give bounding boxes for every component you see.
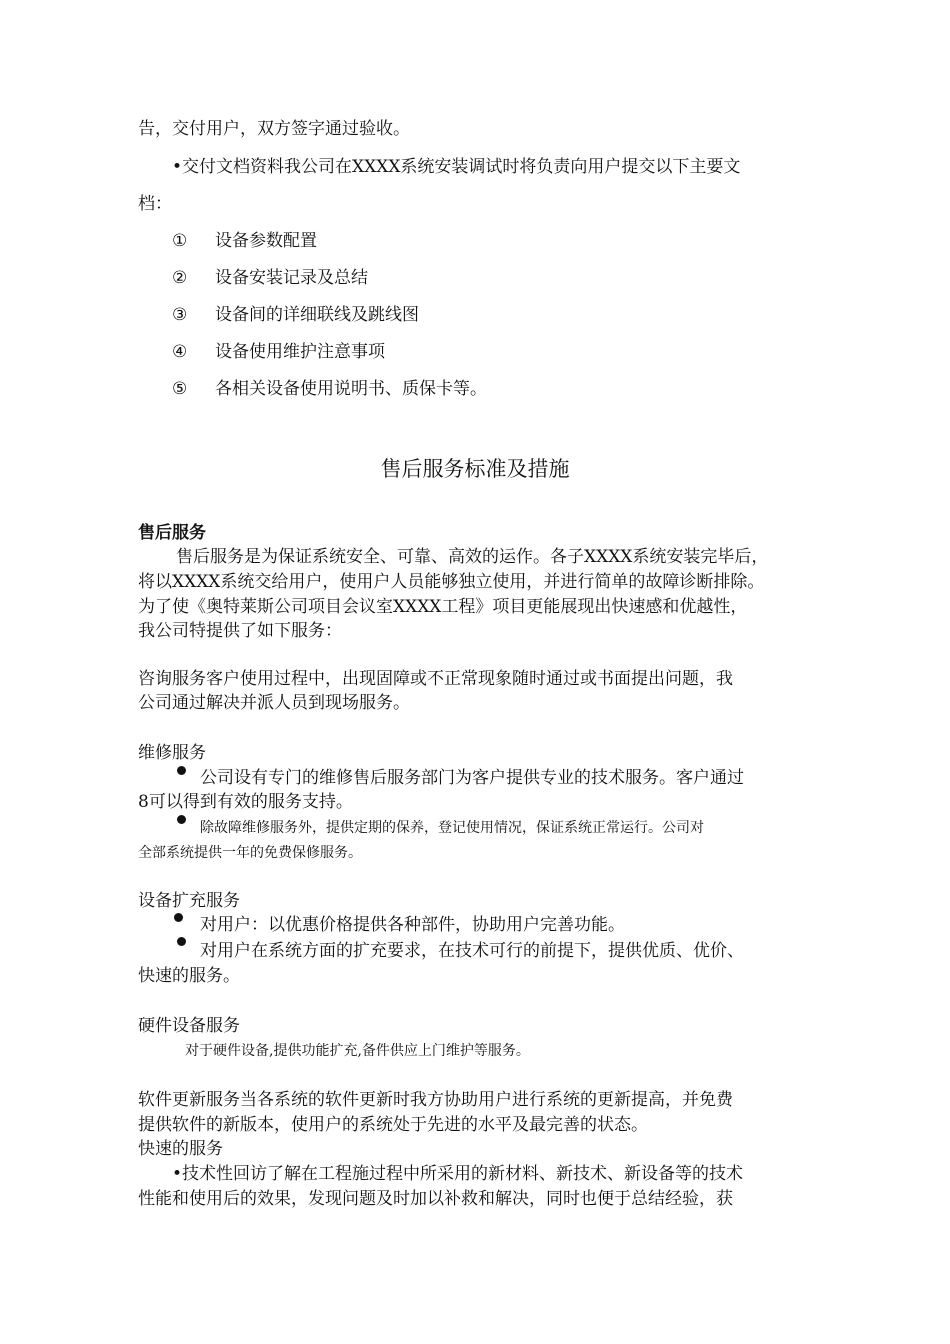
bullet-icon: [177, 815, 186, 824]
fast-heading: 快速的服务: [138, 1139, 223, 1159]
list-item-number: ⑤: [172, 379, 188, 399]
repair-bullet-1a: 公司设有专门的维修售后服务部门为客户提供专业的技术服务。客户通过: [200, 768, 744, 788]
bullet-icon: [177, 937, 186, 946]
hardware-line: 对于硬件设备,提供功能扩充,备件供应上门维护等服务。: [185, 1043, 530, 1059]
list-item-text: 设备参数配置: [215, 231, 317, 251]
after-sales-p1: 售后服务是为保证系统安全、可靠、高效的运作。各子XXXX系统安装完毕后，: [176, 547, 769, 567]
list-item-text: 各相关设备使用说明书、质保卡等。: [215, 379, 487, 399]
list-item-number: ④: [172, 342, 188, 362]
list-item-text: 设备安装记录及总结: [215, 268, 368, 288]
after-sales-heading: 售后服务: [138, 523, 206, 543]
section-title: 售后服务标准及措施: [380, 457, 570, 481]
expand-bullet-2a: 对用户在系统方面的扩充要求，在技术可行的前提下，提供优质、优价、: [200, 941, 744, 961]
software-line-2: 提供软件的新版本，使用户的系统处于先进的水平及最完善的状态。: [138, 1115, 648, 1135]
list-item-number: ①: [172, 231, 188, 251]
repair-bullet-2a: 除故障维修服务外，提供定期的保养，登记使用情况，保证系统正常运行。公司对: [200, 820, 704, 836]
intro-line-1: 告，交付用户，双方签字通过验收。: [138, 119, 410, 139]
expand-bullet-1: 对用户：以优惠价格提供各种部件，协助用户完善功能。: [200, 915, 625, 935]
after-sales-p3: 为了使《奥特莱斯公司项目会议室XXXX工程》项目更能展现出快速感和优越性，: [138, 597, 748, 617]
expand-bullet-2b: 快速的服务。: [138, 966, 240, 986]
bullet-icon: [177, 766, 186, 775]
intro-line-3: 档：: [138, 194, 172, 214]
consult-line-1: 咨询服务客户使用过程中，出现固障或不正常现象随时通过或书面提出问题，我: [138, 669, 733, 689]
software-line-1: 软件更新服务当各系统的软件更新时我方协助用户进行系统的更新提高，并免费: [138, 1090, 733, 1110]
expand-heading: 设备扩充服务: [138, 891, 240, 911]
list-item-number: ②: [172, 268, 188, 288]
list-item-number: ③: [172, 305, 188, 325]
repair-bullet-1b: 8可以得到有效的服务支持。: [138, 792, 353, 812]
list-item-text: 设备间的详细联线及跳线图: [215, 305, 419, 325]
fast-line-1: •技术性回访了解在工程施过程中所采用的新材料、新技术、新设备等的技术: [172, 1164, 744, 1184]
after-sales-p2: 将以XXXX系统交给用户，使用户人员能够独立使用，并进行简单的故障诊断排除。: [138, 572, 765, 592]
repair-bullet-2b: 全部系统提供一年的免费保修服务。: [138, 845, 362, 861]
bullet-icon: [174, 913, 183, 922]
intro-line-2: •交付文档资料我公司在XXXX系统安装调试时将负责向用户提交以下主要文: [172, 157, 741, 177]
fast-line-2: 性能和使用后的效果，发现问题及时加以补救和解决，同时也便于总结经验，获: [138, 1189, 733, 1209]
list-item-text: 设备使用维护注意事项: [215, 342, 385, 362]
hardware-heading: 硬件设备服务: [138, 1016, 240, 1036]
repair-heading: 维修服务: [138, 743, 206, 763]
consult-line-2: 公司通过解决并派人员到现场服务。: [138, 693, 410, 713]
after-sales-p4: 我公司特提供了如下服务：: [138, 621, 342, 641]
